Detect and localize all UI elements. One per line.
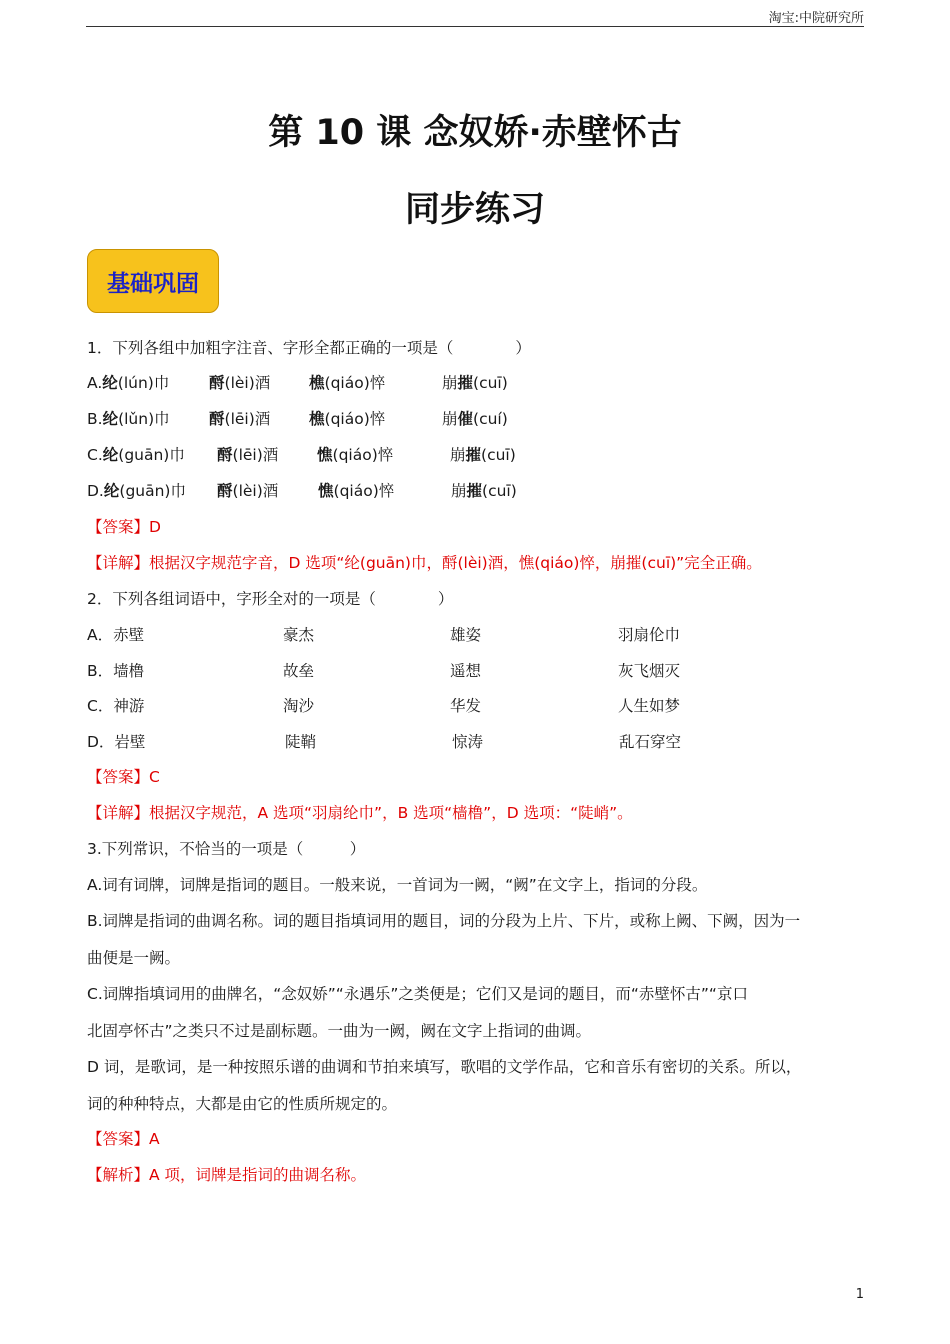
q1-detail: 【详解】根据汉字规范字音，D 选项“纶(guān)巾，酹(lèi)酒，憔(qiáo)悴，崩摧(cuī)”完全正确。 <box>87 554 762 572</box>
q3-option-a: A.词有词牌，词牌是指词的题目。一般来说，一首词为一阙，“阙”在文字上，指词的分段。 <box>87 876 708 894</box>
q2-option-c: C．神游 淘沙 华发 人生如梦 <box>87 697 681 715</box>
q1-stem: 1．下列各组中加粗字注音、字形全都正确的一项是（ ） <box>87 339 531 357</box>
lesson-title: 第 10 课 念奴娇·赤壁怀古 <box>268 113 682 153</box>
page-number: 1 <box>855 1287 864 1302</box>
q3-option-c-line2: 北固亭怀古”之类只不过是副标题。一曲为一阙，阙在文字上指词的曲调。 <box>87 1022 592 1040</box>
lesson-subtitle: 同步练习 <box>404 190 545 230</box>
q2-answer: 【答案】C <box>87 768 160 786</box>
section-badge: 基础巩固 <box>87 249 219 313</box>
q2-option-b: B．墙橹 故垒 遥想 灰飞烟灭 <box>87 662 681 680</box>
q3-option-d-line2: 词的种种特点，大都是由它的性质所规定的。 <box>87 1095 398 1113</box>
q1-option-c: C.纶(guān)巾 酹(lēi)酒 憔(qiáo)悴 崩摧(cuī) <box>87 446 516 464</box>
q2-option-a: A．赤壁 豪杰 雄姿 羽扇伦巾 <box>87 626 681 644</box>
q3-option-b-line1: B.词牌是指词的曲调名称。词的题目指填词用的题目，词的分段为上片、下片，或称上阙、下阙，因为一 <box>87 912 801 930</box>
q3-answer: 【答案】A <box>87 1130 160 1148</box>
page-header <box>86 4 864 27</box>
q1-option-a: A.纶(lún)巾 酹(lèi)酒 樵(qiáo)悴 崩摧(cuī) <box>87 374 508 392</box>
q1-answer: 【答案】D <box>87 518 161 536</box>
q3-option-c-line1: C.词牌指填词用的曲牌名，“念奴娇”“永遇乐”之类便是；它们又是词的题目，而“赤壁怀古”“京口 <box>87 985 748 1003</box>
q3-option-d-line1: D 词，是歌词，是一种按照乐谱的曲调和节拍来填写，歌唱的文学作品，它和音乐有密切的关系。所以， <box>87 1058 802 1076</box>
header-text: 淘宝:中院研究所 <box>768 11 864 26</box>
q2-stem: 2．下列各组词语中，字形全对的一项是（ ） <box>87 590 454 608</box>
q1-option-d: D.纶(guān)巾 酹(lèi)酒 憔(qiáo)悴 崩摧(cuī) <box>87 482 517 500</box>
q3-option-b-line2: 曲便是一阙。 <box>87 949 181 967</box>
q2-option-d: D．岩壁 陡鞘 惊涛 乱石穿空 <box>87 733 682 751</box>
q3-detail: 【解析】A 项，词牌是指词的曲调名称。 <box>87 1166 367 1184</box>
q3-stem: 3.下列常识，不恰当的一项是（ ） <box>87 840 366 858</box>
q2-detail: 【详解】根据汉字规范，A 选项“羽扇纶巾”，B 选项“樯橹”，D 选项：“陡峭”。 <box>87 804 633 822</box>
q1-option-b: B.纶(lǔn)巾 酹(lēi)酒 樵(qiáo)悴 崩催(cuí) <box>87 410 508 428</box>
